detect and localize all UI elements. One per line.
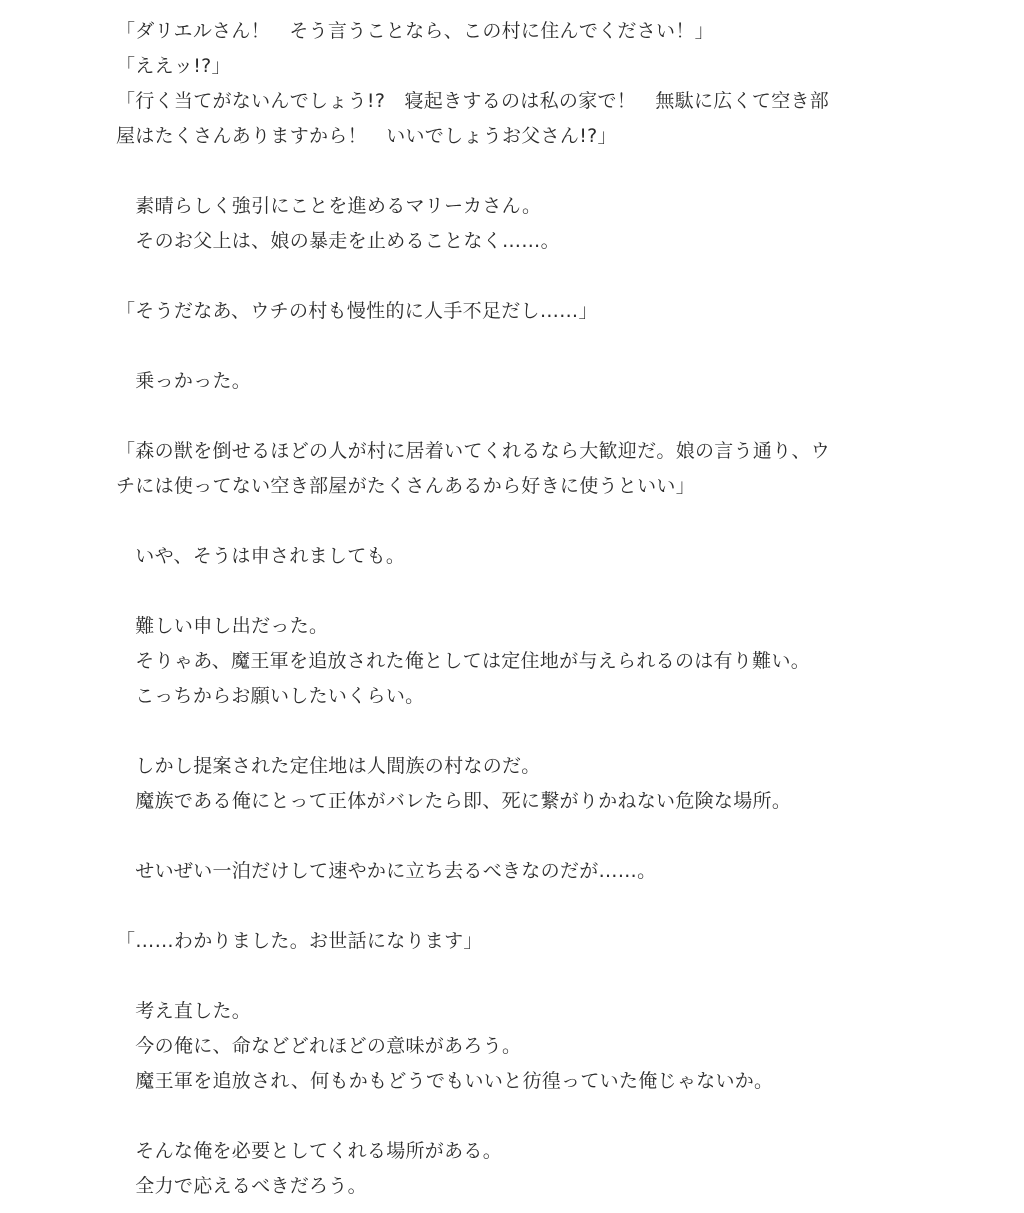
blank-line [116,819,846,854]
text-line: 難しい申し出だった。 [116,615,329,637]
text-line: 「……わかりました。お世話になります」 [116,930,483,952]
text-line: 魔王軍を追放され、何もかもどうでもいいと彷徨っていた俺じゃないか。 [116,1070,774,1092]
story-text [116,14,846,1204]
blank-line [116,1099,846,1134]
text-line: 「森の獣を倒せるほどの人が村に居着いてくれるなら大歓迎だ。娘の言う通り、ウ [116,440,831,462]
text-line: そのお父上は、娘の暴走を止めることなく……。 [116,230,560,252]
blank-line [116,259,846,294]
blank-line [116,959,846,994]
text-line: そりゃあ、魔王軍を追放された俺としては定住地が与えられるのは有り難い。 [116,650,811,672]
text-line: せいぜい一泊だけして速やかに立ち去るべきなのだが……。 [116,860,657,882]
text-line: 乗っかった。 [116,370,252,392]
text-line: しかし提案された定住地は人間族の村なのだ。 [116,755,541,777]
text-line: 今の俺に、命などどれほどの意味があろう。 [116,1035,522,1057]
blank-line [116,399,846,434]
text-line: 「行く当てがないんでしょう!? 寝起きするのは私の家で！ 無駄に広くて空き部 [116,90,830,112]
blank-line [116,714,846,749]
text-line: 「ダリエルさん！ そう言うことなら、この村に住んでください！」 [116,20,714,42]
text-line: そんな俺を必要としてくれる場所がある。 [116,1140,503,1162]
blank-line [116,504,846,539]
text-line: 全力で応えるべきだろう。 [116,1175,367,1197]
text-line: 屋はたくさんありますから！ いいでしょうお父さん!?」 [116,125,617,147]
text-line: チには使ってない空き部屋がたくさんあるから好きに使うといい」 [116,475,696,497]
text-line: こっちからお願いしたいくらい。 [116,685,425,707]
text-line: 「そうだなあ、ウチの村も慢性的に人手不足だし……」 [116,300,598,322]
blank-line [116,574,846,609]
blank-line [116,889,846,924]
text-line: 魔族である俺にとって正体がバレたら即、死に繋がりかねない危険な場所。 [116,790,792,812]
blank-line [116,154,846,189]
text-line: 素晴らしく強引にことを進めるマリーカさん。 [116,195,542,217]
text-line: 「ええッ!?」 [116,55,231,77]
blank-line [116,329,846,364]
text-line: 考え直した。 [116,1000,252,1022]
text-line: いや、そうは申されましても。 [116,545,406,567]
